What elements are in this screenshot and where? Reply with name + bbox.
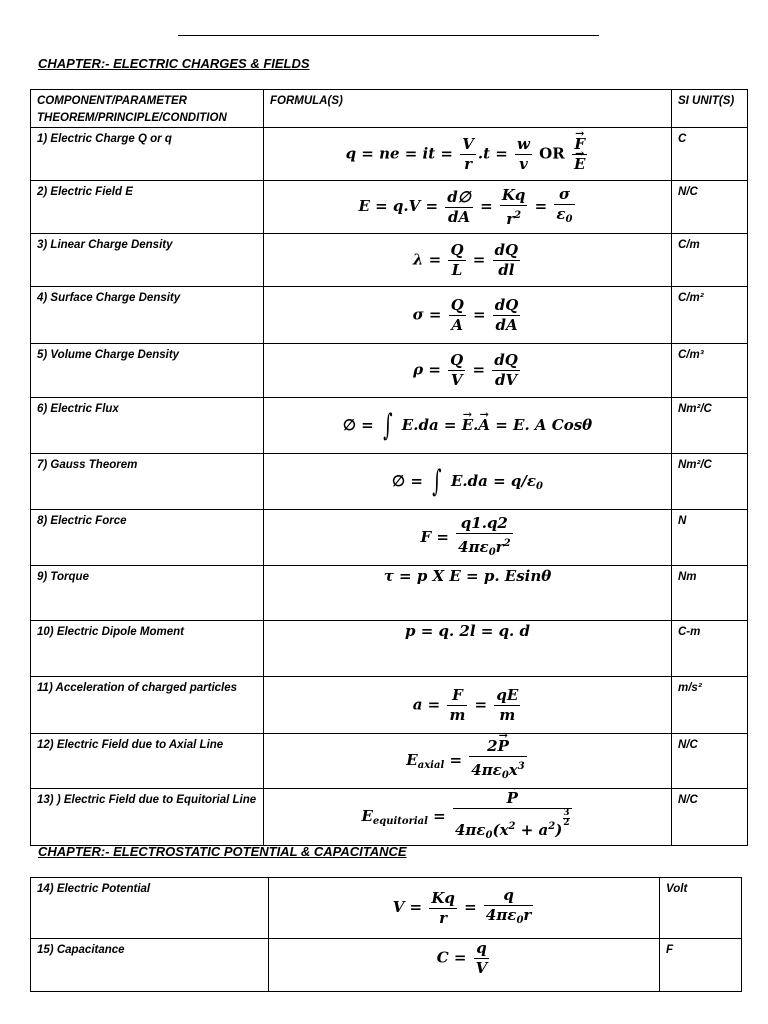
table-row	[31, 677, 748, 734]
table-header-row	[31, 90, 748, 128]
formula-cell: p = q. 2l = q. d	[264, 621, 672, 677]
header-formula: FORMULA(S)	[264, 90, 672, 128]
chapter-title: CHAPTER:- ELECTROSTATIC POTENTIAL & CAPACITANCE	[38, 844, 407, 859]
table-row	[31, 789, 748, 846]
row-label: 15) Capacitance	[31, 939, 269, 992]
table-row	[31, 621, 748, 677]
row-unit: m/s²	[672, 677, 748, 734]
row-label: 10) Electric Dipole Moment	[31, 621, 264, 677]
row-label: 5) Volume Charge Density	[31, 344, 264, 398]
header-component: COMPONENT/PARAMETER THEOREM/PRINCIPLE/CONDITION	[31, 90, 264, 128]
table-row	[31, 510, 748, 566]
formula-cell: C = $\frac{q}{V}$	[269, 939, 660, 992]
row-unit: C/m²	[672, 287, 748, 344]
row-unit: C	[672, 128, 748, 181]
table-row	[31, 734, 748, 789]
row-unit: C/m³	[672, 344, 748, 398]
row-unit: Volt	[660, 878, 742, 939]
header-unit: SI UNIT(S)	[672, 90, 748, 128]
row-label: 1) Electric Charge Q or q	[31, 128, 264, 181]
table-row	[31, 344, 748, 398]
formula-cell: ∅ = ∫ $E.da = q/\varepsilon_0$	[264, 454, 672, 510]
row-label: 3) Linear Charge Density	[31, 234, 264, 287]
formula-cell: σ = $\frac{Q}{A}$ = $\frac{dQ}{dA}$	[264, 287, 672, 344]
formula-table	[30, 89, 748, 846]
table-row	[31, 398, 748, 454]
row-unit: N	[672, 510, 748, 566]
row-unit: Nm	[672, 566, 748, 621]
row-label: 9) Torque	[31, 566, 264, 621]
row-unit: F	[660, 939, 742, 992]
row-unit: C/m	[672, 234, 748, 287]
formula-cell: E = q.V = $\frac{d\emptyset}{dA}$ = $\frac{Kq}{r^2}$ = $\frac{\sigma}{\varepsilon_0}$	[264, 181, 672, 234]
row-label: 8) Electric Force	[31, 510, 264, 566]
table-row	[31, 566, 748, 621]
row-label: 7) Gauss Theorem	[31, 454, 264, 510]
formula-cell: a = $\frac{F}{m}$ = $\frac{qE}{m}$	[264, 677, 672, 734]
formula-cell: λ = $\frac{Q}{L}$ = $\frac{dQ}{dl}$	[264, 234, 672, 287]
formula-cell: V = $\frac{Kq}{r}$ = $\frac{q}{4\pi\varepsilon_0r}$	[269, 878, 660, 939]
row-unit: N/C	[672, 181, 748, 234]
formula-cell: q = ne = it = $\frac{V}{r}$ .t = $\frac{w}{v}$ OR → F → E	[264, 128, 672, 181]
table-row	[31, 128, 748, 181]
table-row	[31, 454, 748, 510]
row-label: 4) Surface Charge Density	[31, 287, 264, 344]
table-row	[31, 939, 742, 992]
row-label: 13) ) Electric Field due to Equitorial Line	[31, 789, 264, 846]
formula-cell: ∅ = ∫ E.da = → E.→ A = E. A Cosθ	[264, 398, 672, 454]
formula-table	[30, 877, 742, 992]
row-unit: N/C	[672, 789, 748, 846]
row-unit: N/C	[672, 734, 748, 789]
row-label: 12) Electric Field due to Axial Line	[31, 734, 264, 789]
row-unit: Nm²/C	[672, 454, 748, 510]
table-row	[31, 181, 748, 234]
row-label: 6) Electric Flux	[31, 398, 264, 454]
row-label: 2) Electric Field E	[31, 181, 264, 234]
formula-cell: ρ = $\frac{Q}{V}$ = $\frac{dQ}{dV}$	[264, 344, 672, 398]
table-row	[31, 287, 748, 344]
chapter-title: CHAPTER:- ELECTRIC CHARGES & FIELDS	[38, 56, 310, 71]
formula-cell: τ = p X E = p. Esinθ	[264, 566, 672, 621]
top-rule	[178, 35, 599, 36]
row-unit: Nm²/C	[672, 398, 748, 454]
row-unit: C-m	[672, 621, 748, 677]
table-row	[31, 878, 742, 939]
formula-cell: F = $\frac{q1.q2}{4\pi\varepsilon_0r^2}$	[264, 510, 672, 566]
formula-cell: $E_{equitorial}$ = → P $4\pi\varepsilon_0(x^2 + a^2)$ $\frac{3}{2}$	[264, 789, 672, 846]
table-row	[31, 234, 748, 287]
row-label: 14) Electric Potential	[31, 878, 269, 939]
row-label: 11) Acceleration of charged particles	[31, 677, 264, 734]
formula-cell: $E_{axial}$ = $\frac{2\to P}{4\pi\varepsilon_0x^3}$	[264, 734, 672, 789]
